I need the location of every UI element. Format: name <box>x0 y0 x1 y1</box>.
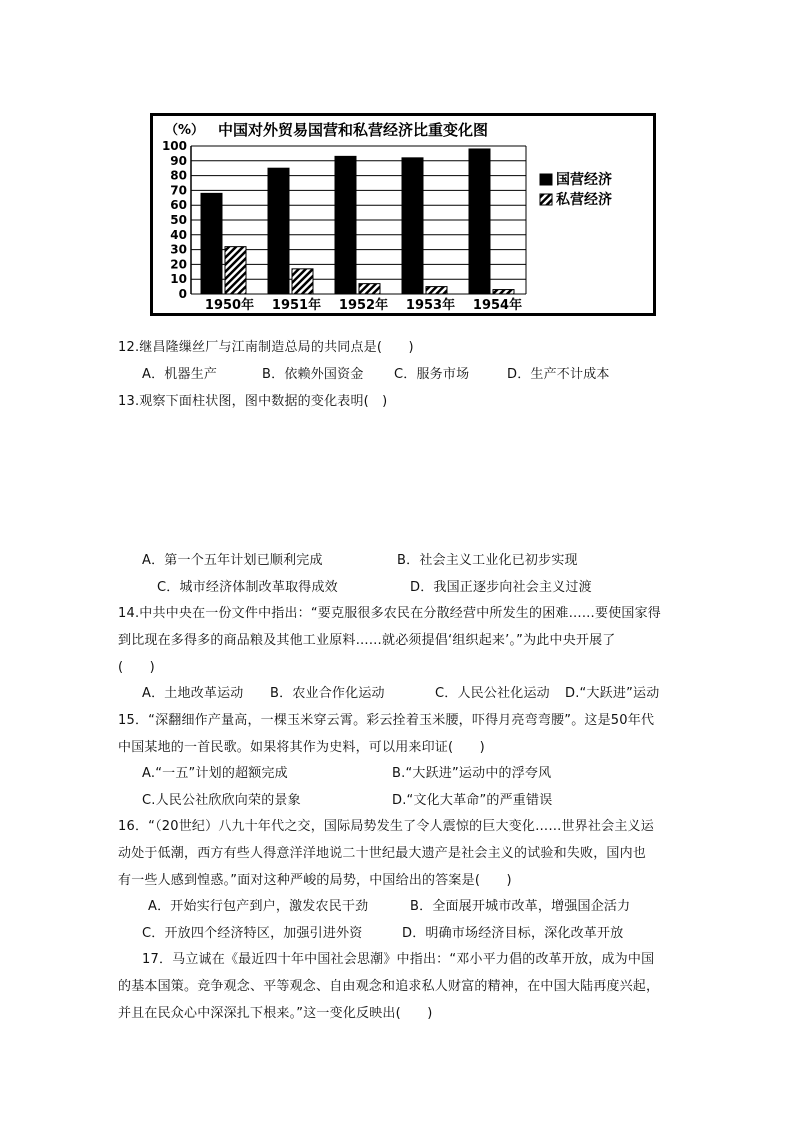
x-tick-label: 1952年 <box>338 298 389 313</box>
trade-chart-figure <box>150 113 656 316</box>
chart-title: 中国对外贸易国营和私营经济比重变化图 <box>218 121 489 139</box>
y-tick-label: 40 <box>170 227 187 242</box>
bar-private-1953年 <box>426 287 447 294</box>
q16-option-a: A．开始实行包产到户，激发农民干劲 <box>148 899 369 914</box>
x-tick-label: 1951年 <box>271 298 322 313</box>
y-tick-label: 90 <box>170 153 187 168</box>
bar-private-1951年 <box>292 269 313 294</box>
x-tick-label: 1954年 <box>472 298 523 313</box>
q15-stem-line-1: 15．“深翻细作产量高，一棵玉米穿云霄。彩云拴着玉米腰，吓得月亮弯弯腰”。这是50年代 <box>118 713 655 728</box>
legend-label-state: 国营经济 <box>556 172 612 188</box>
q12-option-b: B．依赖外国资金 <box>262 367 364 382</box>
y-tick-label: 50 <box>170 213 187 227</box>
q17-stem-line-2: 的基本国策。竞争观念、平等观念、自由观念和追求私人财富的精神，在中国大陆再度兴起， <box>118 979 660 994</box>
q12-option-a: A．机器生产 <box>142 367 218 382</box>
y-tick-label: 60 <box>170 198 187 213</box>
bar-private-1950年 <box>225 247 246 294</box>
q17-stem-line-1: 17．马立诚在《最近四十年中国社会思潮》中指出：“邓小平力倡的改革开放，成为中国 <box>142 952 655 967</box>
y-tick-label: 30 <box>170 242 187 257</box>
y-tick-label: 10 <box>170 272 187 287</box>
bar-state-1951年 <box>268 168 289 294</box>
q12-option-c: C．服务市场 <box>394 367 470 382</box>
q14-stem-line-1: 14.中共中央在一份文件中指出：“要克服很多农民在分散经营中所发生的困难……要使国家得 <box>118 606 662 621</box>
y-tick-label: 70 <box>170 183 187 198</box>
legend-swatch-private <box>540 194 552 205</box>
q14-stem-line-2: 到比现在多得多的商品粮及其他工业原料……就必须提倡‘组织起来’。”为此中央开展了 <box>118 633 616 648</box>
q14-option-a: A．土地改革运动 <box>142 686 244 701</box>
y-tick-label: 20 <box>170 257 187 272</box>
q16-stem-line-2: 动处于低潮，西方有些人得意洋洋地说二十世纪最大遗产是社会主义的试验和失败，国内也 <box>118 846 647 861</box>
q15-option-a: A.“一五”计划的超额完成 <box>142 766 288 781</box>
y-tick-label: 80 <box>170 168 187 183</box>
q13-option-c: C．城市经济体制改革取得成效 <box>157 580 338 595</box>
q13-option-a: A．第一个五年计划已顺利完成 <box>142 553 323 568</box>
legend-swatch-state <box>540 174 552 185</box>
bar-private-1952年 <box>359 284 380 294</box>
q15-option-b: B.“大跃进”运动中的浮夸风 <box>392 766 552 781</box>
x-tick-label: 1953年 <box>405 298 456 313</box>
bar-private-1954年 <box>493 290 514 294</box>
bar-state-1952年 <box>335 156 356 294</box>
x-tick-label: 1950年 <box>204 298 255 313</box>
q13-stem: 13.观察下面柱状图，图中数据的变化表明( ) <box>118 394 388 409</box>
bar-state-1953年 <box>402 158 423 294</box>
q12-option-d: D．生产不计成本 <box>507 367 610 382</box>
y-tick-label: 0 <box>178 287 187 301</box>
bar-state-1954年 <box>469 149 490 294</box>
y-axis-unit-label: （%） <box>165 123 205 138</box>
q13-option-d: D．我国正逐步向社会主义过渡 <box>410 580 592 595</box>
bar-state-1950年 <box>201 193 222 294</box>
q15-option-d: D.“文化大革命”的严重错误 <box>392 793 553 808</box>
y-tick-label: 100 <box>161 139 187 153</box>
q16-stem-line-1: 16．“（20世纪）八九十年代之交，国际局势发生了令人震惊的巨大变化……世界社会主义运 <box>118 819 654 834</box>
q16-option-b: B．全面展开城市改革，增强国企活力 <box>410 899 631 914</box>
q15-option-c: C.人民公社欣欣向荣的景象 <box>142 793 301 808</box>
q13-option-b: B．社会主义工业化已初步实现 <box>397 553 578 568</box>
q16-stem-line-3: 有一些人感到惶惑。”面对这种严峻的局势，中国给出的答案是( ) <box>118 873 512 888</box>
trade-chart <box>153 116 653 313</box>
legend-label-private: 私营经济 <box>556 192 612 208</box>
q16-option-c: C．开放四个经济特区，加强引进外资 <box>142 926 363 941</box>
q14-option-c: C．人民公社化运动 <box>435 686 550 701</box>
q14-option-d: D.“大跃进”运动 <box>565 686 660 701</box>
q12-stem: 12.继昌隆缫丝厂与江南制造总局的共同点是( ) <box>118 340 414 355</box>
q14-stem-line-3: ( ) <box>118 660 155 675</box>
q17-stem-line-3: 并且在民众心中深深扎下根来。”这一变化反映出( ) <box>118 1006 433 1021</box>
q15-stem-line-2: 中国某地的一首民歌。如果将其作为史料，可以用来印证( ) <box>118 740 485 755</box>
q14-option-b: B．农业合作化运动 <box>270 686 385 701</box>
q16-option-d: D．明确市场经济目标，深化改革开放 <box>402 926 624 941</box>
